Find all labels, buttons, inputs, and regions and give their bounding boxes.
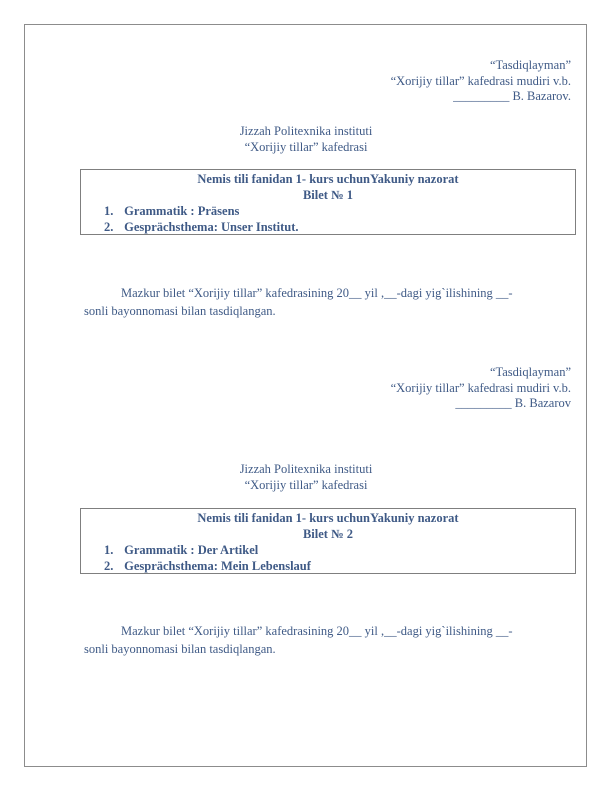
approval-note-1	[84, 284, 574, 320]
approval-position: “Xorijiy tillar” kafedrasi mudiri v.b.	[390, 73, 571, 88]
institute-name: Jizzah Politexnika instituti	[239, 462, 373, 476]
ticket-question	[104, 543, 258, 558]
ticket-number: Bilet № 2	[302, 527, 354, 541]
ticket-number: Bilet № 1	[302, 188, 354, 202]
question-number: 1.	[104, 543, 114, 557]
approval-signature: _________ B. Bazarov.	[453, 89, 571, 103]
ticket-box-1	[80, 169, 576, 235]
question-text: Grammatik : Präsens	[124, 204, 240, 218]
question-text: Grammatik : Der Artikel	[124, 543, 259, 557]
department-name: “Xorijiy tillar” kafedrasi	[244, 139, 368, 154]
department-name: “Xorijiy tillar” kafedrasi	[244, 477, 368, 492]
approval-title: “Tasdiqlayman”	[489, 365, 571, 379]
approval-block-2	[271, 365, 571, 412]
approval-signature: _________ B. Bazarov	[455, 396, 571, 410]
ticket-title: Nemis tili fanidan 1- kurs uchunYakuniy nazorat	[197, 172, 459, 186]
note-line-1: Mazkur bilet “Xorijiy tillar” kafedrasining 20__ yil ,__-dagi yig`ilishining __-	[121, 286, 513, 300]
question-number: 1.	[104, 204, 114, 218]
ticket-title: Nemis tili fanidan 1- kurs uchunYakuniy nazorat	[197, 511, 459, 525]
question-number: 2.	[104, 220, 114, 234]
question-text: Gesprächsthema: Unser Institut.	[124, 220, 299, 234]
approval-note-2	[84, 622, 574, 658]
ticket-question	[104, 559, 311, 574]
institute-name: Jizzah Politexnika instituti	[239, 124, 373, 138]
approval-position: “Xorijiy tillar” kafedrasi mudiri v.b.	[390, 380, 571, 395]
institute-block-1	[0, 124, 612, 155]
institute-block-2	[0, 462, 612, 493]
note-line-2: sonli bayonnomasi bilan tasdiqlangan.	[84, 304, 276, 318]
ticket-box-2	[80, 508, 576, 574]
ticket-question	[104, 220, 299, 235]
approval-title: “Tasdiqlayman”	[489, 58, 571, 72]
note-line-1: Mazkur bilet “Xorijiy tillar” kafedrasining 20__ yil ,__-dagi yig`ilishining __-	[121, 624, 513, 638]
question-text: Gesprächsthema: Mein Lebenslauf	[124, 559, 311, 573]
approval-block-1	[271, 58, 571, 105]
ticket-question	[104, 204, 239, 219]
question-number: 2.	[104, 559, 114, 573]
note-line-2: sonli bayonnomasi bilan tasdiqlangan.	[84, 642, 276, 656]
